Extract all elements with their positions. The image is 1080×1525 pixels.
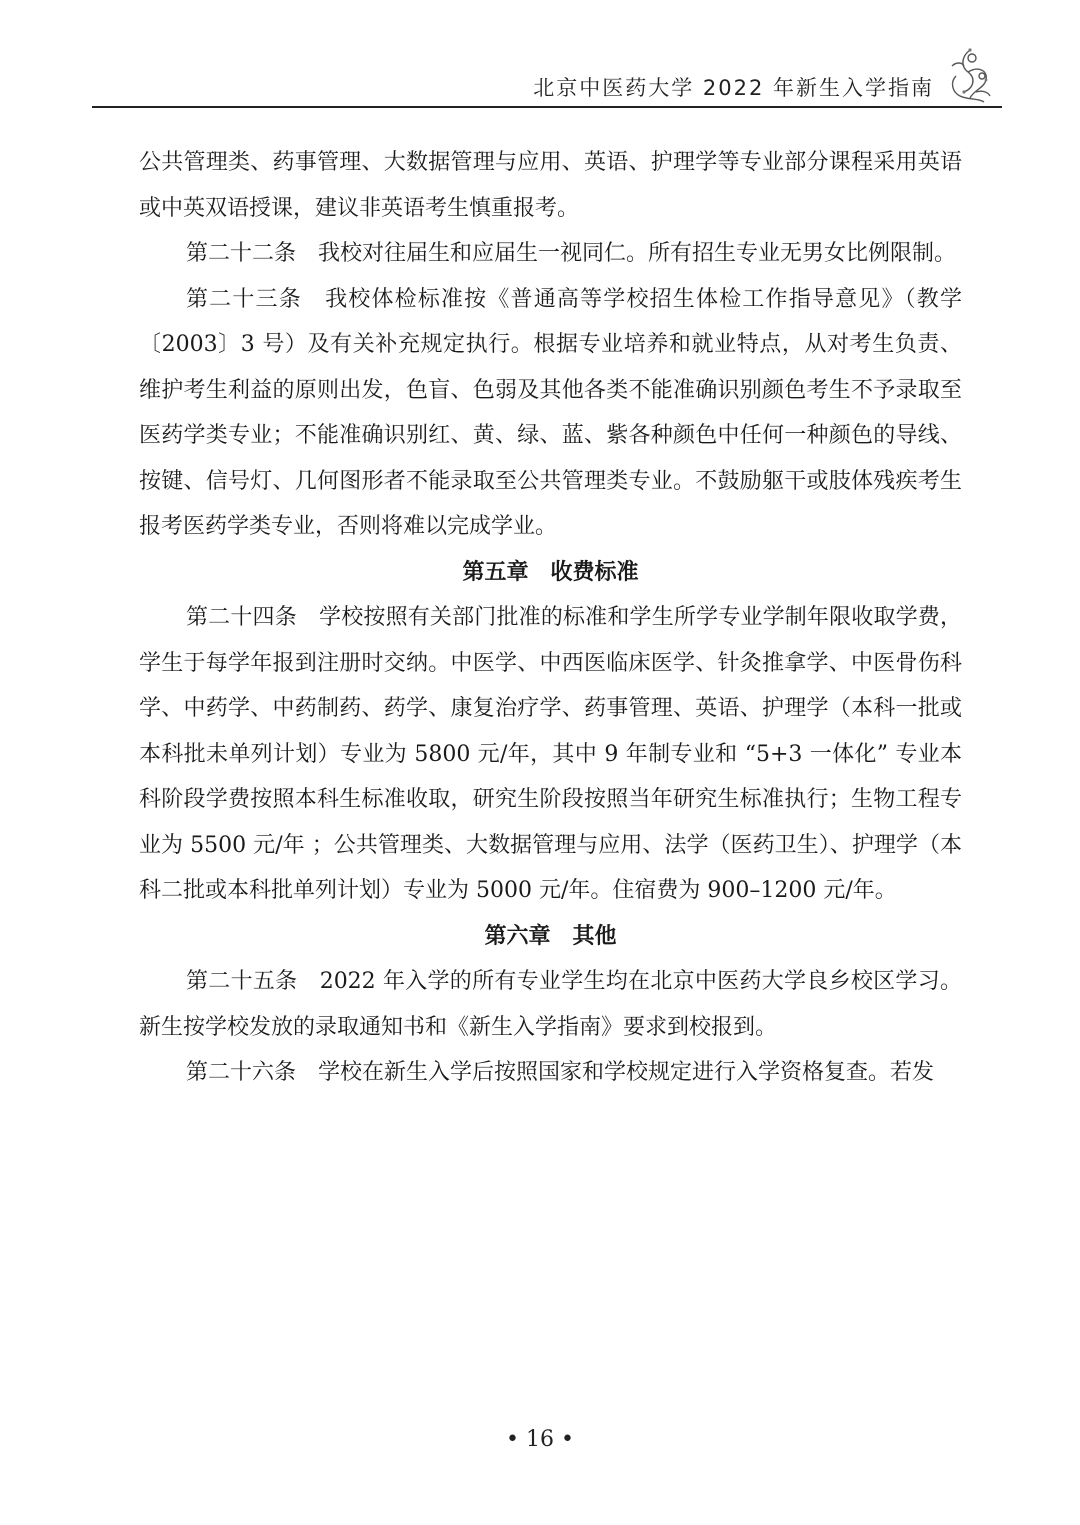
article-25: 第二十五条 2022 年入学的所有专业学生均在北京中医药大学良乡校区学习。新生按学校发放的录取通知书和《新生入学指南》要求到校报到。 (139, 969, 962, 1040)
paragraph-continued: 公共管理类、药事管理、大数据管理与应用、英语、护理学等专业部分课程采用英语或中英双语授课，建议非英语考生慎重报考。 (139, 150, 962, 221)
chapter-6-heading: 第六章 其他 (484, 923, 617, 949)
header-title: 北京中医药大学 2022 年新生入学指南 (533, 76, 934, 100)
header-rule (92, 106, 1002, 108)
page-number: • 16 • (506, 1427, 574, 1452)
chapter-5-heading: 第五章 收费标准 (462, 559, 639, 585)
page-body (139, 140, 962, 1096)
article-22: 第二十二条 我校对往届生和应届生一视同仁。所有招生专业无男女比例限制。 (186, 241, 957, 266)
floral-ornament-icon (942, 46, 998, 106)
article-24: 第二十四条 学校按照有关部门批准的标准和学生所学专业学制年限收取学费，学生于每学年报到注册时交纳。中医学、中西医临床医学、针灸推拿学、中医骨伤科学、中药学、中药制药、药学、康复治疗学、药事管理、英语、护理学（本科一批或本科批未单列计划）专业为 5800 元/年，其中 9 年制专业和 “5+3 一体化” 专业本科阶段学费按照本科生标准收取，研究生阶段按照当年研究生标准执行；生物工程专业为 5500 元/年 ；公共管理类、大数据管理与应用、法学（医药卫生）、护理学（本科二批或本科批单列计划）专业为 5000 元/年。住宿费为 900–1200 元/年。 (139, 605, 962, 903)
article-26: 第二十六条 学校在新生入学后按照国家和学校规定进行入学资格复查。若发 (186, 1060, 935, 1085)
article-23: 第二十三条 我校体检标准按《普通高等学校招生体检工作指导意见》（教学〔2003〕3 号）及有关补充规定执行。根据专业培养和就业特点，从对考生负责、维护考生利益的原则出发，色盲、色弱及其他各类不能准确识别颜色考生不予录取至医药学类专业；不能准确识别红、黄、绿、蓝、紫各种颜色中任何一种颜色的导线、按键、信号灯、几何图形者不能录取至公共管理类专业。不鼓励躯干或肢体残疾考生报考医药学类专业，否则将难以完成学业。 (139, 286, 962, 539)
page-header (92, 58, 1002, 108)
